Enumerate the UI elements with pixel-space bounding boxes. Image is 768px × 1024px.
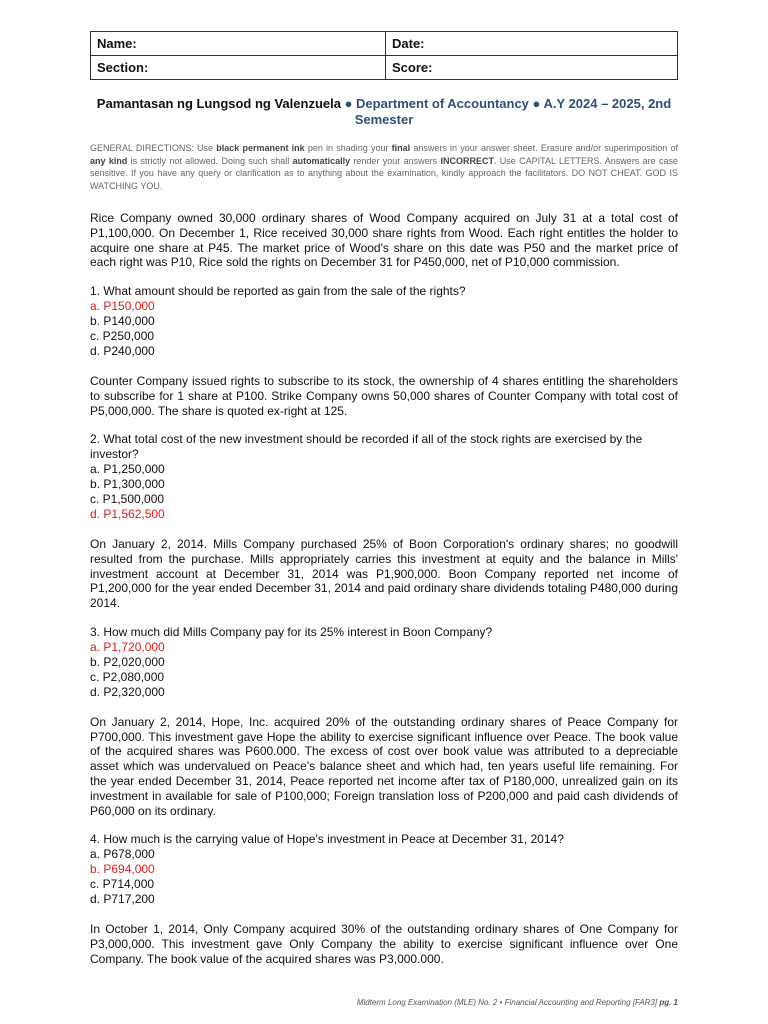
answer-option: a. P150,000	[90, 298, 155, 313]
name-field[interactable]: Name:	[91, 32, 386, 56]
answer-option: a. P1,720,000	[90, 639, 165, 654]
page-footer: Midterm Long Examination (MLE) No. 2 • Financial Accounting and Reporting [FAR3] pg. 1	[356, 998, 678, 1007]
problem-passage: In October 1, 2014, Only Company acquired 30% of the outstanding ordinary shares of One Company for P3,000,000. This investment gave Only Company the ability to exercise significant influence over One Company. The book value of the acquired shares was P3,000.000.	[90, 922, 678, 966]
answer-option: b. P694,000	[90, 862, 155, 877]
answer-option: b. P1,300,000	[90, 476, 165, 491]
exam-header	[90, 96, 678, 128]
score-field[interactable]: Score:	[386, 56, 678, 80]
academic-year: A.Y 2024 – 2025, 2nd Semester	[354, 96, 672, 127]
general-directions: GENERAL DIRECTIONS: Use black permanent ink pen in shading your final answers in your answer sheet. Erasure and/or superimposition of any kind is strictly not allowed. Doing such shall automatically render your answers INCORRECT. Use CAPITAL LETTERS. Answers are case sensitive. If you have any query or clarification as to anything about the examination, kindly approach the facilitators. DO NOT CHEAT. GOD IS WATCHING YOU.	[90, 143, 678, 191]
problem-passage: Rice Company owned 30,000 ordinary shares of Wood Company acquired on July 31 at a total cost of P1,100,000. On December 1, Rice received 30,000 share rights from Wood. Each right entitles the holder to acquire one share at P45. The market price of Wood's share on this date was P50 and the market price of each right was P10, Rice sold the rights on December 31 for P450,000, net of P10,000 commission.	[90, 211, 678, 270]
problem-passage: Counter Company issued rights to subscribe to its stock, the ownership of 4 shares entitling the shareholders to subscribe for 1 share at P100. Strike Company owns 50,000 shares of Counter Company with total cost of P5,000,000. The share is quoted ex-right at 125.	[90, 373, 678, 418]
section-field[interactable]: Section:	[91, 56, 386, 80]
page-number: pg. 1	[659, 998, 678, 1007]
header-separator: ●	[340, 96, 357, 111]
answer-option: b. P140,000	[90, 313, 155, 328]
answer-option: d. P2,320,000	[90, 684, 165, 699]
answer-option: b. P2,020,000	[90, 654, 165, 669]
answer-option: a. P678,000	[90, 847, 155, 862]
header-separator: ●	[528, 96, 544, 111]
exam-page	[90, 31, 678, 967]
question-text: 1. What amount should be reported as gain from the sale of the rights?	[90, 284, 466, 299]
question-text: 2. What total cost of the new investment should be recorded if all of the stock rights are exercised by the investor?	[90, 432, 643, 462]
date-field[interactable]: Date:	[386, 32, 678, 56]
department-name: Department of Accountancy	[356, 96, 529, 111]
question-text: 3. How much did Mills Company pay for its 25% interest in Boon Company?	[90, 624, 493, 639]
answer-option: a. P1,250,000	[90, 461, 165, 476]
answer-option: c. P2,080,000	[90, 669, 165, 684]
problem-passage: On January 2, 2014, Hope, Inc. acquired 20% of the outstanding ordinary shares of Peace Company for P700,000. This investment gave Hope the ability to exercise significant influence over Peace. The book value of the acquired shares was P600.000. The excess of cost over book value was attributed to a depreciable asset which was undervalued on Peace's balance sheet and which had, ten years useful life remaining. For the year ended December 31, 2014, Peace reported net income after tax of P180,000, unrealized gain on its investment in available for sale of P100,000; Foreign translation loss of P200,000 and paid cash dividends of P60,000 on its ordinary.	[90, 714, 678, 818]
answer-option: d. P1,562,500	[90, 506, 165, 521]
answer-option: d. P240,000	[90, 343, 155, 358]
question-text: 4. How much is the carrying value of Hope's investment in Peace at December 31, 2014?	[90, 832, 564, 847]
answer-option: c. P1,500,000	[90, 491, 165, 506]
school-name: Pamantasan ng Lungsod ng Valenzuela	[96, 96, 341, 111]
student-info-table	[90, 31, 678, 80]
answer-option: c. P714,000	[90, 877, 155, 892]
answer-option: c. P250,000	[90, 328, 155, 343]
problem-passage: On January 2, 2014. Mills Company purchased 25% of Boon Corporation's ordinary shares; no goodwill resulted from the purchase. Mills appropriately carries this investment at equity and the balance in Mills' investment account at December 31, 2014 was P1,900,000. Boon Company reported net income of P1,200,000 for the year ended December 31, 2014 and paid ordinary share dividends totaling P480,000 during 2014.	[90, 536, 678, 611]
answer-option: d. P717,200	[90, 892, 155, 907]
